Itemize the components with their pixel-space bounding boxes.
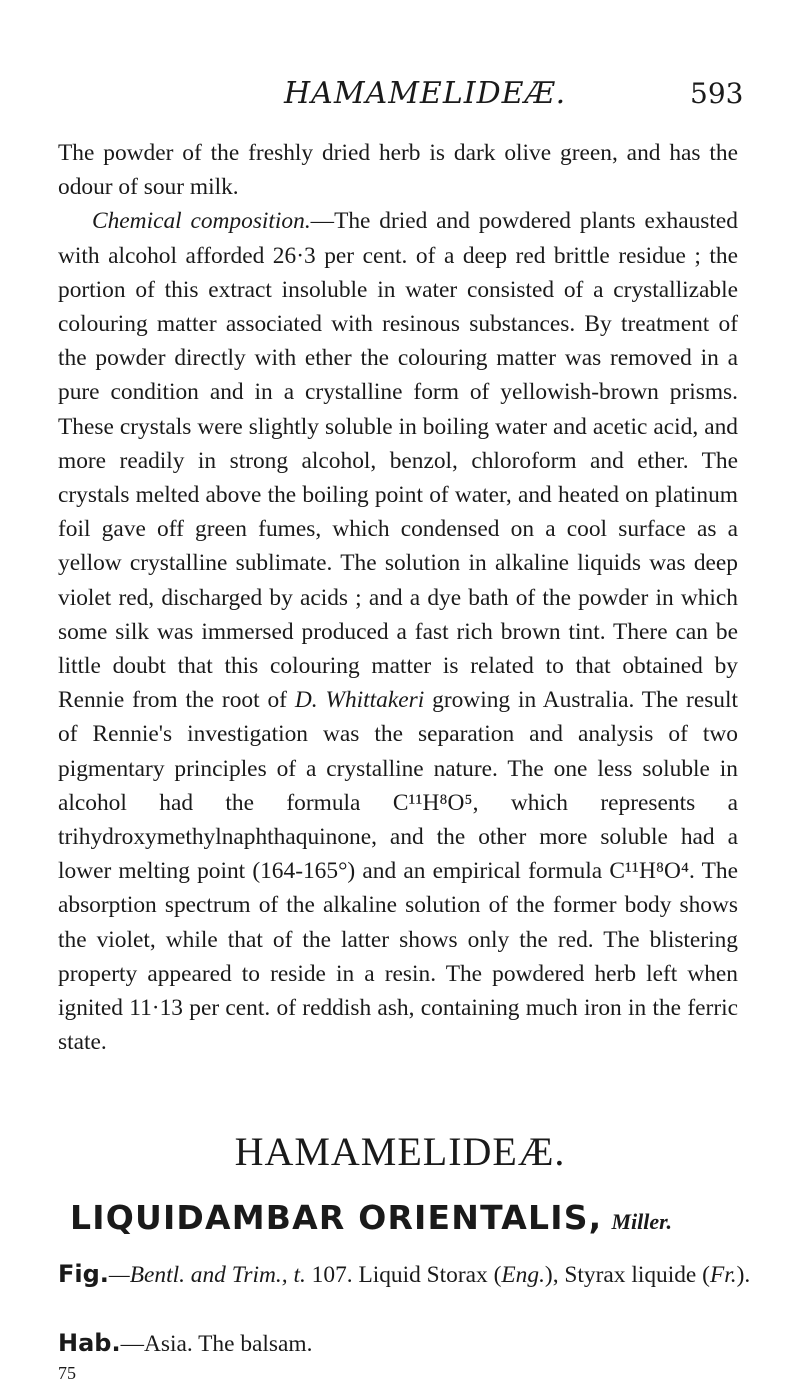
fig-mid: ), Styrax liquide ( — [544, 1262, 710, 1288]
fig-end: ). — [736, 1262, 751, 1288]
fig-label: Fig. — [58, 1260, 109, 1288]
formula-1: C¹¹H⁸O⁵ — [392, 789, 473, 816]
running-title: HAMAMELIDEÆ. — [284, 76, 567, 111]
species-reference: D. Whittakeri — [294, 687, 425, 714]
chemical-composition-text-2: growing in Australia. The result of Rennie's investigation was the separation and analysis of two pigmentary principles of a crystalline nature. The one less soluble in alcohol had the formula — [58, 687, 738, 816]
page-number: 593 — [690, 77, 744, 110]
chemical-composition-text-4: . The absorption spectrum of the alkaline solution of the former body shows the violet, while that of the latter shows only the red. The blistering property appeared to reside in a resin. The powdered herb left when ignited 11·13 per cent. of reddish ash, containing much iron in the ferric state. — [58, 858, 739, 1056]
fig-eng: Eng. — [501, 1262, 545, 1288]
chemical-composition-text-3: , which represents a trihydroxymethylnaphthaquinone, and the other more soluble had a lower melting point (164-165°) and an empirical formula — [58, 789, 738, 885]
fig-fr: Fr. — [709, 1262, 737, 1288]
hab-label: Hab. — [58, 1329, 121, 1357]
fig-source: —Bentl. and Trim., t. — [108, 1262, 306, 1288]
species-name: LIQUIDAMBAR ORIENTALIS, — [70, 1198, 603, 1237]
hab-text: —Asia. The balsam. — [120, 1331, 313, 1357]
species-authority: Miller. — [611, 1209, 673, 1234]
section-heading: HAMAMELIDEÆ. — [234, 1129, 566, 1174]
paragraph-powder: The powder of the freshly dried herb is dark olive green, and has the odour of sour milk. — [58, 140, 738, 201]
species-heading — [70, 1195, 770, 1247]
chemical-composition-text: —The dried and powdered plants exhausted with alcohol afforded 26·3 per cent. of a deep red brittle residue ; the portion of this extract insoluble in water consisted of a crystallizable colouring matter associated with resinous substances. By treatment of the powder directly with ether the colouring matter was removed in a pure condition and in a crystalline form of yellowish-brown prisms. These crystals were slightly soluble in boiling water and acetic acid, and more readily in strong alcohol, benzol, chloroform and ether. The crystals melted above the boiling point of water, and heated on platinum foil gave off green fumes, which condensed on a cool surface as a yellow crystalline sublimate. The solution in alkaline liquids was deep violet red, discharged by acids ; and a dye bath of the powder in which some silk was immersed produced a fast rich brown tint. There can be little doubt that this colouring matter is related to that obtained by Rennie from the root of — [58, 208, 738, 714]
running-head — [0, 76, 800, 112]
fig-text: 107. Liquid Storax ( — [311, 1262, 502, 1288]
signature-mark: 75 — [58, 1363, 76, 1383]
figure-reference — [58, 1257, 758, 1292]
chemical-composition-label: Chemical composition. — [92, 208, 311, 235]
formula-2: C¹¹H⁸O⁴ — [609, 858, 690, 885]
habitat — [58, 1326, 758, 1361]
paragraph-chemical-composition — [58, 204, 738, 1059]
body-text — [58, 136, 738, 1059]
